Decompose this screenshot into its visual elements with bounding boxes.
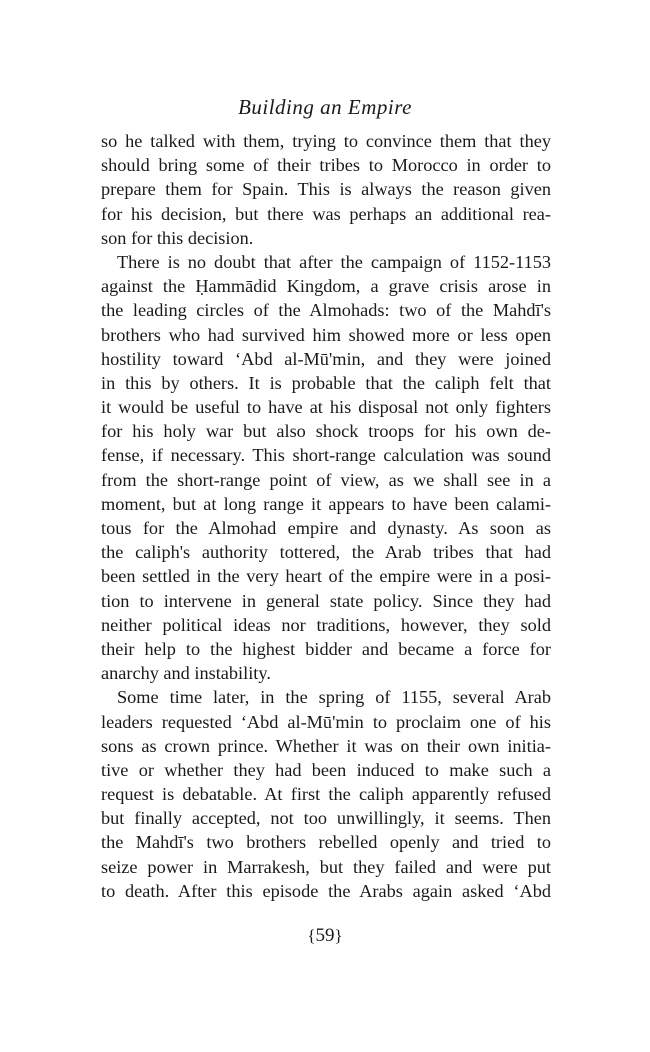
text-line: for his decision, but there was perhaps an additional rea- (101, 203, 551, 224)
text-line: the caliph's authority tottered, the Arab tribes that had (101, 542, 551, 563)
text-line: their help to the highest bidder and became a force for (101, 638, 551, 659)
page-number-value: 59 (315, 925, 335, 946)
text-line: for his holy war but also shock troops for his own de- (101, 421, 551, 442)
text-line: been settled in the very heart of the empire were in a posi- (101, 566, 551, 587)
text-line: seize power in Marrakesh, but they failed and were put (101, 856, 551, 877)
running-head: Building an Empire (238, 95, 412, 119)
body-text (101, 129, 551, 903)
text-line: moment, but at long range it appears to have been calami- (101, 493, 551, 514)
text-line: Some time later, in the spring of 1155, several Arab (117, 687, 551, 708)
text-line: to death. After this episode the Arabs again asked ‘Abd (101, 880, 551, 901)
text-line: but finally accepted, not too unwillingly, it seems. Then (101, 808, 551, 829)
text-line: the Mahdī's two brothers rebelled openly and tried to (101, 832, 551, 853)
text-line: should bring some of their tribes to Morocco in order to (101, 155, 551, 176)
text-line: neither political ideas nor traditions, however, they sold (101, 614, 551, 635)
text-line: There is no doubt that after the campaign of 1152-1153 (117, 251, 551, 272)
text-line: tous for the Almohad empire and dynasty. As soon as (101, 518, 551, 538)
text-line: prepare them for Spain. This is always the reason given (101, 179, 551, 200)
text-line: in this by others. It is probable that the caliph felt that (101, 372, 551, 393)
folio-left-brace: { (307, 926, 316, 945)
text-line: from the short-range point of view, as we shall see in a (101, 469, 551, 490)
text-line: son for this decision. (101, 227, 254, 248)
text-line: leaders requested ‘Abd al-Mū'min to proclaim one of his (101, 711, 551, 732)
text-line: brothers who had survived him showed more or less open (101, 324, 551, 345)
page-number (0, 923, 650, 949)
text-line: so he talked with them, trying to convince them that they (101, 131, 551, 151)
folio-right-brace: } (334, 926, 343, 945)
text-line: tion to intervene in general state policy. Since they had (101, 590, 551, 611)
text-line: anarchy and instability. (101, 663, 271, 684)
text-line: against the Ḥammādid Kingdom, a grave crisis arose in (101, 276, 551, 297)
text-line: sons as crown prince. Whether it was on their own initia- (101, 735, 551, 756)
text-line: hostility toward ‘Abd al-Mū'min, and they were joined (101, 348, 551, 369)
text-line: fense, if necessary. This short-range calculation was sound (101, 445, 551, 466)
text-line: tive or whether they had been induced to make such a (101, 759, 551, 780)
text-line: request is debatable. At first the caliph apparently refused (101, 784, 551, 805)
text-line: it would be useful to have at his disposal not only fighters (101, 397, 551, 418)
text-line: the leading circles of the Almohads: two of the Mahdī's (101, 300, 551, 321)
